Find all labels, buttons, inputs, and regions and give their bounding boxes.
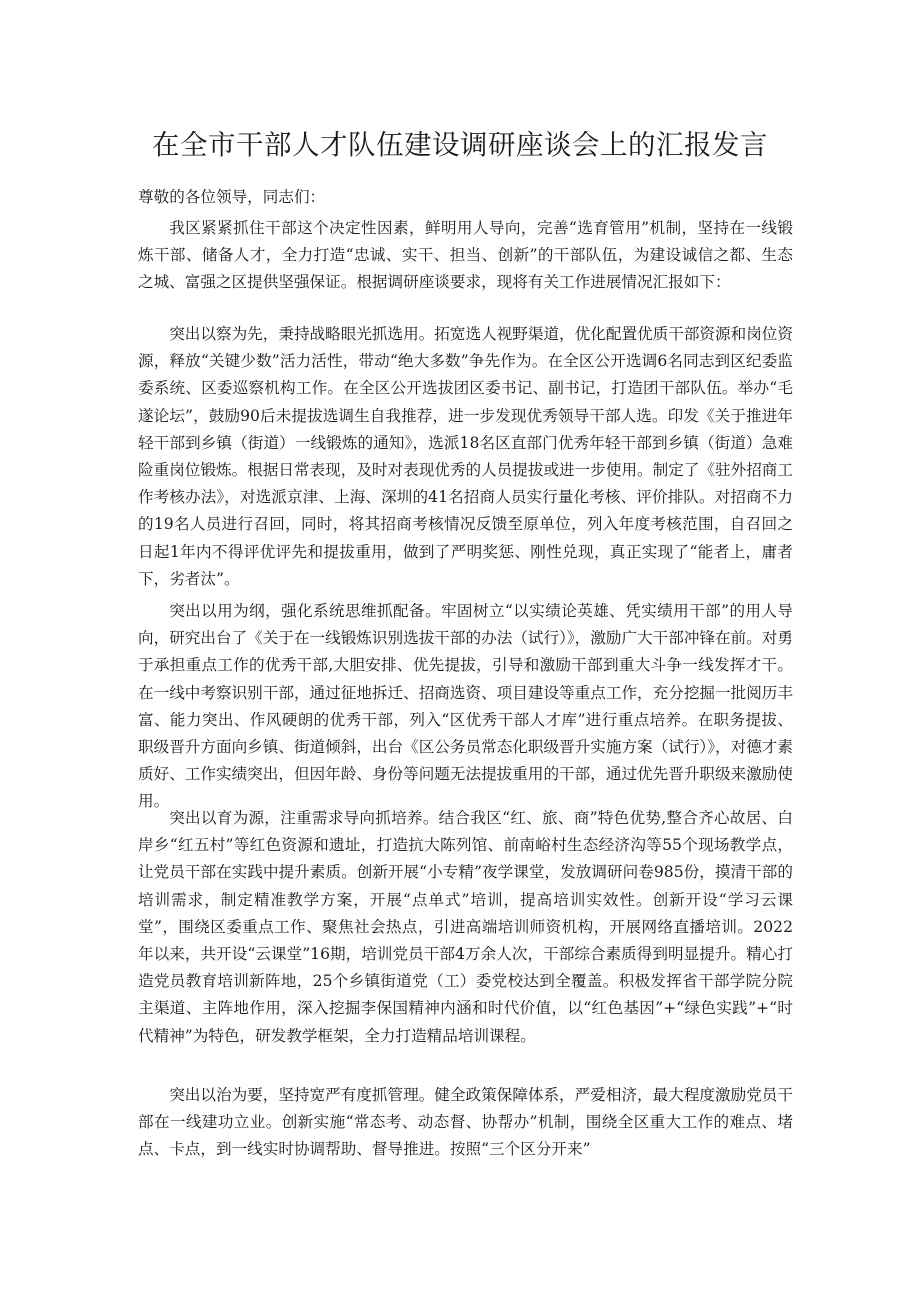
document-title: 在全市干部人才队伍建设调研座谈会上的汇报发言: [152, 129, 768, 161]
paragraph-management: 突出以治为要，坚持宽严有度抓管理。健全政策保障体系，严爱相济，最大程度激励党员干部在一线建功立业。创新实施“常态考、动态督、协帮办”机制，围绕全区重大工作的难点、堵点、卡点，到一线实时协调帮助、督导推进。按照“三个区分开来”: [138, 1086, 793, 1159]
paragraph-training: 突出以育为源，注重需求导向抓培养。结合我区“红、旅、商”特色优势,整合齐心故居、白岸乡“红五村”等红色资源和遗址，打造抗大陈列馆、前南峪村生态经济沟等55个现场教学点，让党员干部在实践中提升素质。创新开展“小专精”夜学课堂，发放调研问卷985份，摸清干部的培训需求，制定精准教学方案，开展“点单式”培训，提高培训实效性。创新开设“学习云课堂”，围绕区委重点工作、聚焦社会热点，引进高端培训师资机构，开展网络直播培训。2022年以来，共开设“云课堂”16期，培训党员干部4万余人次，干部综合素质得到明显提升。精心打造党员教育培训新阵地，25个乡镇街道党（工）委党校达到全覆盖。积极发挥省干部学院分院主渠道、主阵地作用，深入挖掘李保国精神内涵和时代价值，以“红色基因”+“绿色实践”+“时代精神”为特色，研发教学框架，全力打造精品培训课程。: [138, 809, 793, 1045]
salutation: 尊敬的各位领导，同志们：: [138, 188, 326, 206]
paragraph-intro: 我区紧紧抓住干部这个决定性因素，鲜明用人导向，完善“选育管用”机制，坚持在一线锻炼干部、储备人才，全力打造“忠诚、实干、担当、创新”的干部队伍，为建设诚信之都、生态之城、富强之区提供坚强保证。根据调研座谈要求，现将有关工作进展情况汇报如下：: [138, 219, 793, 292]
paragraph-allocation: 突出以用为纲，强化系统思维抓配备。牢固树立“以实绩论英雄、凭实绩用干部”的用人导向，研究出台了《关于在一线锻炼识别选拔干部的办法（试行）》，激励广大干部冲锋在前。对勇于承担重点工作的优秀干部,大胆安排、优先提拔，引导和激励干部到重大斗争一线发挥才干。在一线中考察识别干部，通过征地拆迁、招商选资、项目建设等重点工作，充分挖掘一批阅历丰富、能力突出、作风硬朗的优秀干部，列入“区优秀干部人才库”进行重点培养。在职务提拔、职级晋升方面向乡镇、街道倾斜，出台《区公务员常态化职级晋升实施方案（试行）》，对德才素质好、工作实绩突出，但因年龄、身份等问题无法提拔重用的干部，通过优先晋升职级来激励使用。: [138, 602, 793, 811]
paragraph-selection: 突出以察为先，秉持战略眼光抓选用。拓宽选人视野渠道，优化配置优质干部资源和岗位资源，释放“关键少数”活力活性，带动“绝大多数”争先作为。在全区公开选调6名同志到区纪委监委系统、区委巡察机构工作。在全区公开选拔团区委书记、副书记，打造团干部队伍。举办“毛遂论坛”，鼓励90后未提拔选调生自我推荐，进一步发现优秀领导干部人选。印发《关于推进年轻干部到乡镇（街道）一线锻炼的通知》，选派18名区直部门优秀年轻干部到乡镇（街道）急难险重岗位锻炼。根据日常表现，及时对表现优秀的人员提拔或进一步使用。制定了《驻外招商工作考核办法》，对选派京津、上海、深圳的41名招商人员实行量化考核、评价排队。对招商不力的19名人员进行召回，同时，将其招商考核情况反馈至原单位，列入年度考核范围，自召回之日起1年内不得评优评先和提拔重用，做到了严明奖惩、刚性兑现，真正实现了“能者上，庸者下，劣者汰”。: [138, 325, 793, 588]
